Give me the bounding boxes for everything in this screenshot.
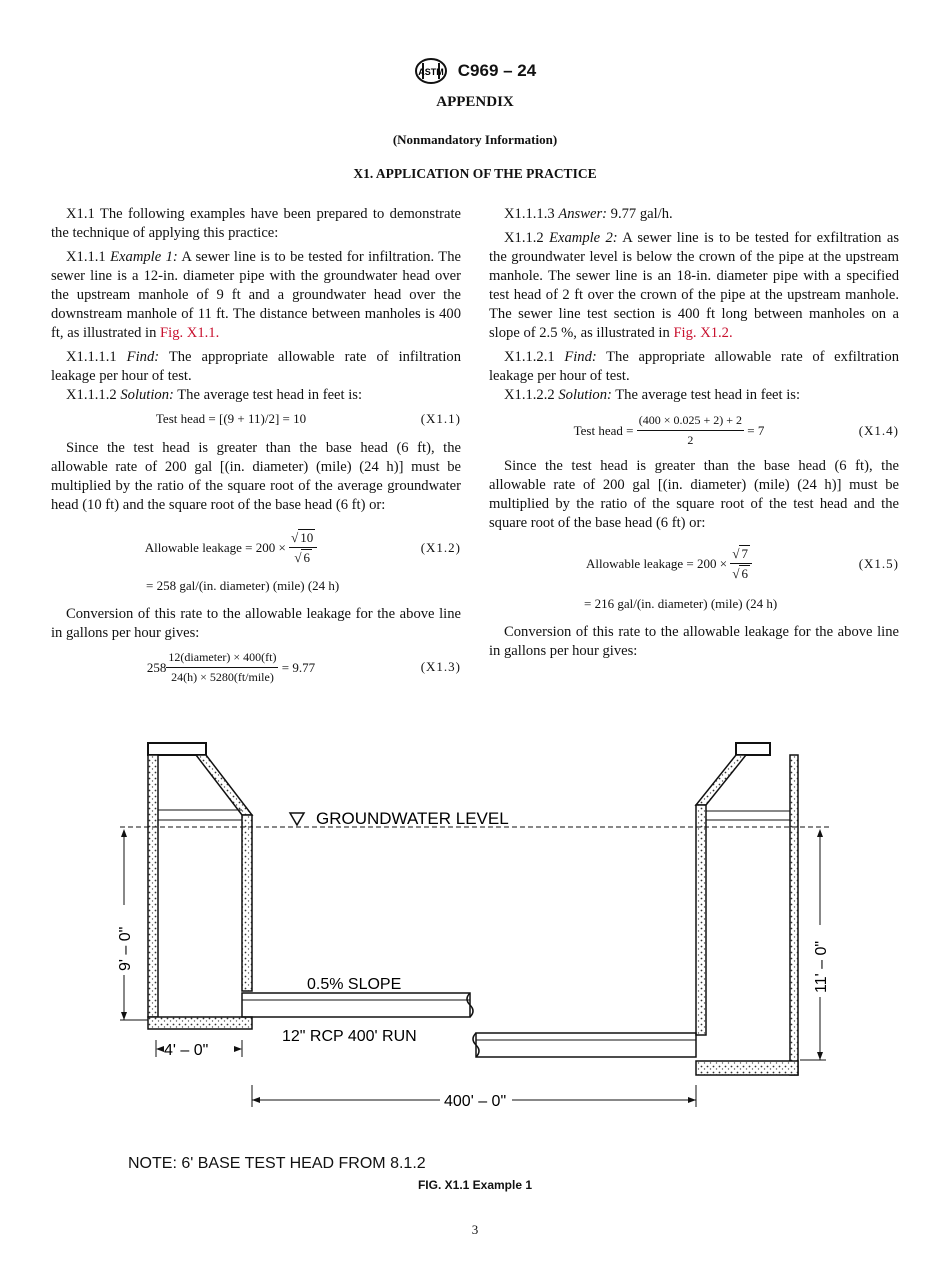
figure-caption: FIG. X1.1 Example 1 — [417, 1178, 533, 1192]
run-length-label: 400' – 0" — [444, 1093, 507, 1110]
paragraph-x1-1-2-2: X1.1.2.2 Solution: The average test head in feet is: — [504, 387, 801, 403]
fig-x1-1-link[interactable]: Fig. X1.1. — [160, 325, 220, 341]
svg-text:ASTM: ASTM — [418, 67, 444, 77]
water-level-triangle-icon — [290, 813, 304, 825]
equation-x1-2: Allowable leakage = 200 × $\frac{√ 10}{√ 6}$ (X1.2) — [144, 530, 461, 565]
manhole-width-label: 4' – 0" — [164, 1042, 209, 1059]
equation-x1-3: 258 $\frac{\text{12(diameter) × 400(ft)}}{\text{24(h) × 5280(ft/mile)}}$ = 9.77 (X1.3) — [146, 650, 461, 684]
equation-x1-1: Test head = [(9 + 11)/2] = 10 (X1.1) — [155, 411, 461, 426]
paragraph-conversion-2: Conversion of this rate to the allowable leakage for the above line in gallons per hour gives: — [489, 624, 899, 659]
paragraph-ratio-1: Since the test head is greater than the base head (6 ft), the allowable rate of 200 gal [(in. diameter) (mile) (24 h)] must be multiplied by the ratio of the square root of the average groundwater head (10 ft) and the square root of the base head (6 ft) or: — [51, 440, 461, 513]
page-header — [0, 57, 950, 85]
groundwater-label: GROUNDWATER LEVEL — [316, 809, 509, 828]
page-number: 3 — [471, 1222, 479, 1237]
paragraph-x1-1-1-3: X1.1.1.3 Answer: 9.77 gal/h. — [504, 206, 673, 222]
paragraph-x1-1-2-1: X1.1.2.1 Find: The appropriate allowable rate of exfiltration leakage per hour of test. — [489, 349, 900, 384]
fig-x1-2-link[interactable]: Fig. X1.2. — [673, 325, 733, 341]
equation-x1-2-result: = 258 gal/(in. diameter) (mile) (24 h) — [146, 578, 340, 593]
paragraph-x1-1-1-1: X1.1.1.1 Find: The appropriate allowable rate of infiltration leakage per hour of test. — [51, 349, 461, 384]
figure-x1-1 — [100, 735, 840, 1145]
slope-label: 0.5% SLOPE — [307, 976, 402, 993]
paragraph-x1-1-1-2: X1.1.1.2 Solution: The average test head in feet is: — [66, 387, 363, 403]
left-head-dimension — [120, 829, 148, 1020]
equation-x1-5: Allowable leakage = 200 × $\frac{√ 7}{√ 6}$ (X1.5) — [586, 546, 899, 581]
pipe-label: 12" RCP 400' RUN — [282, 1028, 417, 1045]
upstream-manhole — [148, 743, 252, 1029]
appendix-subtitle: (Nonmandatory Information) — [392, 132, 558, 147]
paragraph-x1-1: X1.1 The following examples have been prepared to demonstrate the technique of applying this practice: — [51, 206, 461, 241]
equation-x1-4: Test head = $\frac{(400 \times 0.025 + 2) + 2}{2}$ = 7 (X1.4) — [573, 413, 899, 447]
paragraph-ratio-2: Since the test head is greater than the base head (6 ft), the allowable rate of 200 gal [(in. diameter) (mile) (24 h)] must be multiplied by the ratio of the square root of the test head and the square root of the base head (6 ft) or: — [489, 458, 899, 531]
equation-x1-5-result: = 216 gal/(in. diameter) (mile) (24 h) — [584, 596, 778, 611]
paragraph-x1-1-1: X1.1.1 Example 1: A sewer line is to be tested for infiltration. The sewer line is a 12-in. diameter pipe with the groundwater head over the upstream manhole of 9 ft and a groundwater head over the downstream manhole of 11 ft. The distance between manholes is 400 ft, as illustrated in Fig. X1.1. — [51, 249, 461, 341]
right-column — [489, 205, 899, 666]
astm-logo-icon — [414, 57, 448, 85]
paragraph-conversion-1: Conversion of this rate to the allowable leakage for the above line in gallons per hour gives: — [51, 606, 461, 641]
document-id: C969 – 24 — [457, 61, 537, 80]
figure-note: NOTE: 6' BASE TEST HEAD FROM 8.1.2 — [128, 1155, 426, 1172]
sewer-pipe — [242, 993, 696, 1057]
left-column — [51, 205, 461, 692]
downstream-manhole — [696, 743, 798, 1075]
left-head-label: 9' – 0" — [117, 926, 134, 971]
section-title: X1. APPLICATION OF THE PRACTICE — [353, 166, 597, 181]
appendix-title: APPENDIX — [436, 94, 514, 110]
right-head-label: 11' – 0" — [813, 940, 830, 993]
paragraph-x1-1-2: X1.1.2 Example 2: A sewer line is to be tested for exfiltration as the groundwater level is below the crown of the pipe at the upstream manhole. The sewer line is an 18-in. diameter pipe with a specified test head of 2 ft over the crown of the pipe at the upstream manhole. The sewer line test section is 400 ft long between manholes on a slope of 2.5 %, as illustrated in Fig. X1.2. — [489, 230, 899, 341]
